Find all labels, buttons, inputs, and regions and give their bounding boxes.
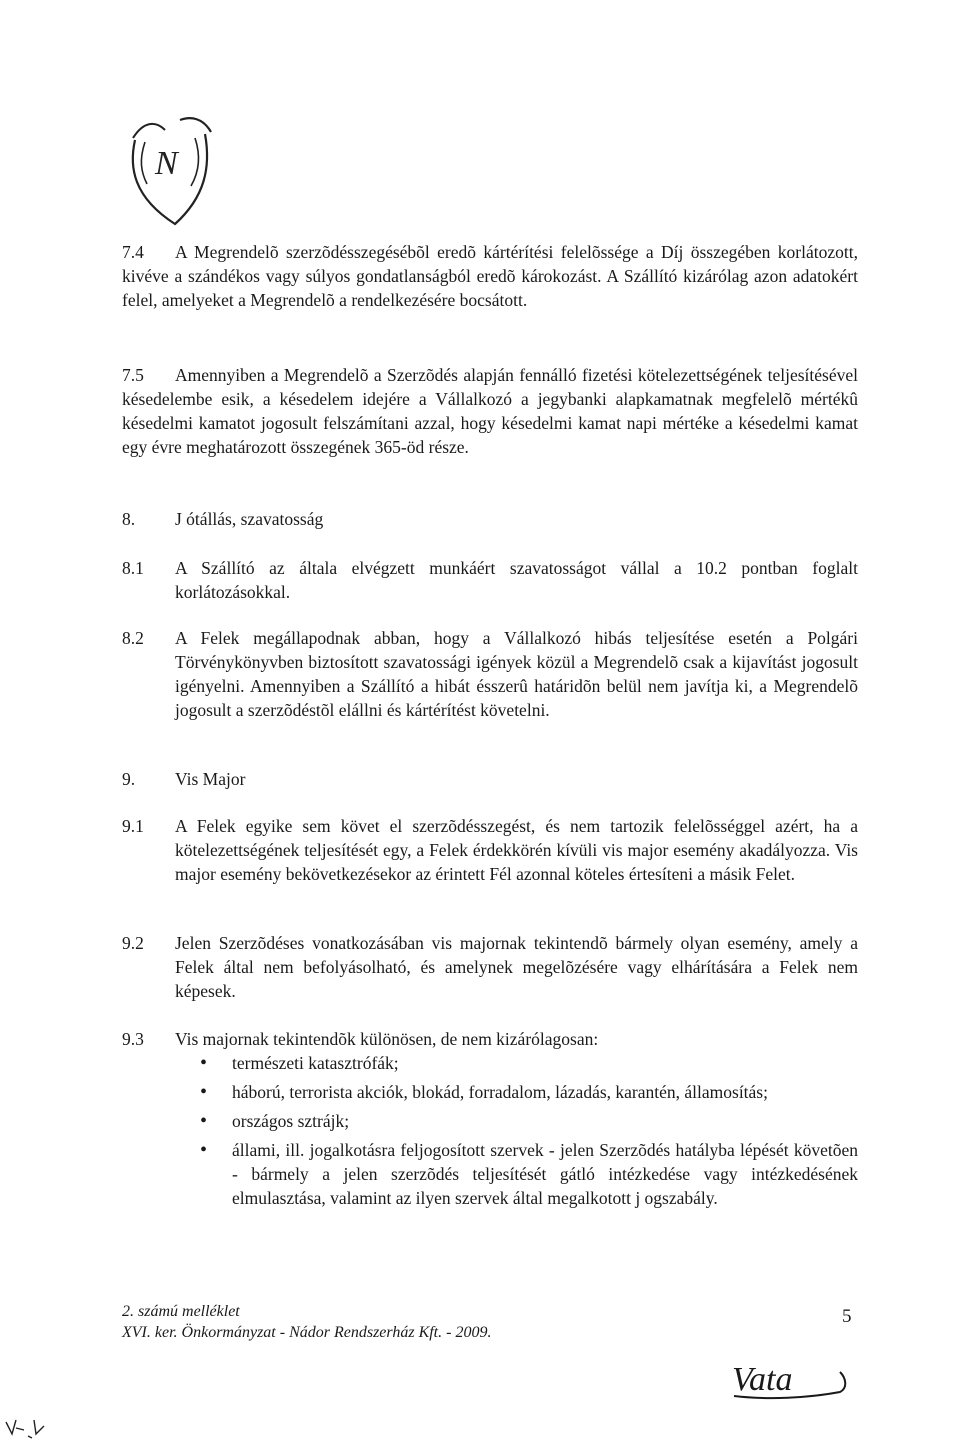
list-item-text: természeti katasztrófák; [232,1053,399,1073]
section-number: 7.4 [122,242,144,262]
list-item [175,1080,858,1104]
logo-emblem [125,112,215,237]
section-number: 9. [122,769,136,789]
logo-inner-left [141,142,147,184]
section-heading: J ótállás, szavatosság [175,509,324,529]
list-item [175,1138,858,1210]
signature [728,1352,858,1412]
logo-crown-left [133,124,165,138]
section-text: A Felek egyike sem követ el szerzõdésszegést, és nem tartozik felelõsséggel azért, ha a kötelezettségének teljesítését egy, a Felek érdekkörén kívüli vis major esemény akadályozza. Vis major esemény bekövetkezésekor az érintett Fél azonnal köteles értesíteni a másik Felet. [175,816,858,884]
footer-line-2: XVI. ker. Önkormányzat - Nádor Rendszerház Kft. - 2009. [122,1324,492,1341]
section-text: A Szállító az általa elvégzett munkáért szavatosságot vállal a 10.2 pontban foglalt korlátozásokkal. [175,558,858,602]
section-number: 8.2 [122,628,144,648]
page-number: 5 [842,1306,852,1327]
bullet-icon: • [200,1052,208,1074]
bullet-icon: • [200,1081,208,1103]
list-item [175,1109,858,1133]
initials-mark [4,1412,48,1442]
logo-inner-right [191,138,198,186]
section-7-4 [122,240,858,312]
logo-initials: N [155,145,178,182]
section-number: 7.5 [122,365,144,385]
section-intro: Vis majornak tekintendõk különösen, de nem kizárólagosan: [175,1029,599,1049]
footer-line-1: 2. számú melléklet [122,1303,240,1320]
list-item [175,1051,858,1075]
logo-crown-right [180,118,211,132]
section-number: 8.1 [122,558,144,578]
list-item-text: háború, terrorista akciók, blokád, forradalom, lázadás, karantén, államosítás; [232,1082,768,1102]
list-item-text: állami, ill. jogalkotásra feljogosított szervek - jelen Szerzõdés hatályba lépését követõen - bármely a jelen szerzõdés teljesítését gátló intézkedése vagy intézkedésének elmulasztása, valamint az ilyen szervek által megalkotott j ogszabály. [232,1140,858,1208]
bullet-icon: • [200,1110,208,1132]
signature-text: Vata [732,1361,793,1398]
bullet-list [175,1051,858,1215]
section-number: 9.2 [122,933,144,953]
list-item-text: országos sztrájk; [232,1111,350,1131]
section-text: A Megrendelõ szerzõdésszegésébõl eredõ kártérítési felelõssége a Díj összegében korlátozott, kivéve a szándékos vagy súlyos gondatlanságból eredõ károkozást. A Szállító kizárólag azon adatokért felel, amelyeket a Megrendelõ a rendelkezésére bocsátott. [122,242,858,310]
section-number: 9.3 [122,1029,144,1049]
section-heading: Vis Major [175,769,246,789]
section-7-5 [122,363,858,459]
section-text: A Felek megállapodnak abban, hogy a Vállalkozó hibás teljesítése esetén a Polgári Törvénykönyvben biztosított szavatossági igények közül a Megrendelõ csak a kijavítást jogosult igényelni. Amennyiben a Szállító a hibát ésszerû határidõn belül nem javítja ki, a Megrendelõ jogosult a szerzõdéstõl elállni és kártérítést követelni. [175,628,858,720]
bullet-icon: • [200,1139,208,1161]
section-text: Jelen Szerzõdéses vonatkozásában vis majornak tekintendõ bármely olyan esemény, amely a Felek által nem befolyásolható, és amelynek megelõzésére vagy elhárítására a Felek nem képesek. [175,933,858,1001]
section-number: 8. [122,509,136,529]
section-text: Amennyiben a Megrendelõ a Szerzõdés alapján fennálló fizetési kötelezettségének teljesítésével késedelembe esik, a késedelem idejére a Vállalkozó a jegybanki alapkamatnak megfelelõ mértékû késedelmi kamatot jogosult felszámítani azzal, hogy késedelmi kamat napi mértéke a késedelmi kamat egy évre meghatározott összegének 365-öd része. [122,365,858,457]
section-number: 9.1 [122,816,144,836]
